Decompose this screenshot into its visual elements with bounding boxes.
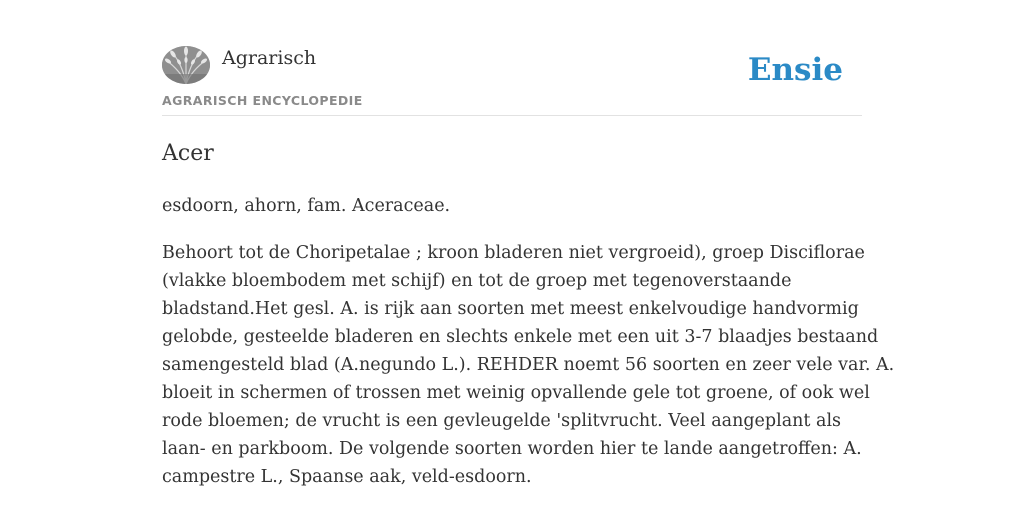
body-line: samengesteld blad (A.negundo L.). REHDER noemt 56 soorten en zeer vele var. A. [162,355,895,375]
body-line: gelobde, gesteelde bladeren en slechts enkele met een uit 3-7 blaadjes bestaand [162,327,879,347]
body-line: bladstand.Het gesl. A. is rijk aan soorten met meest enkelvoudige handvormig [162,299,859,319]
page-title: Acer [162,141,214,166]
body-line: Behoort tot de Choripetalae ; kroon bladeren niet vergroeid), groep Disciflorae [162,243,865,263]
header [162,0,862,116]
body-line: rode bloemen; de vrucht is een gevleugelde 'splitvrucht. Veel aangeplant als [162,411,842,431]
article-summary: esdoorn, ahorn, fam. Aceraceae. [162,196,451,216]
body-line: bloeit in schermen of trossen met weinig opvallende gele tot groene, of ook wel [162,383,870,403]
content-column [162,0,895,487]
wheat-logo-icon[interactable] [162,46,210,84]
article-body [162,239,895,491]
site-name[interactable]: Agrarisch [222,47,317,69]
body-line: campestre L., Spaanse aak, veld-esdoorn. [162,467,532,487]
site-subtitle: AGRARISCH ENCYCLOPEDIE [162,93,363,108]
body-line: laan- en parkboom. De volgende soorten worden hier te lande aangetroffen: A. [162,439,862,459]
brand-logo-link[interactable]: Ensie [747,52,843,88]
body-line: (vlakke bloembodem met schijf) en tot de groep met tegenoverstaande [162,271,792,291]
